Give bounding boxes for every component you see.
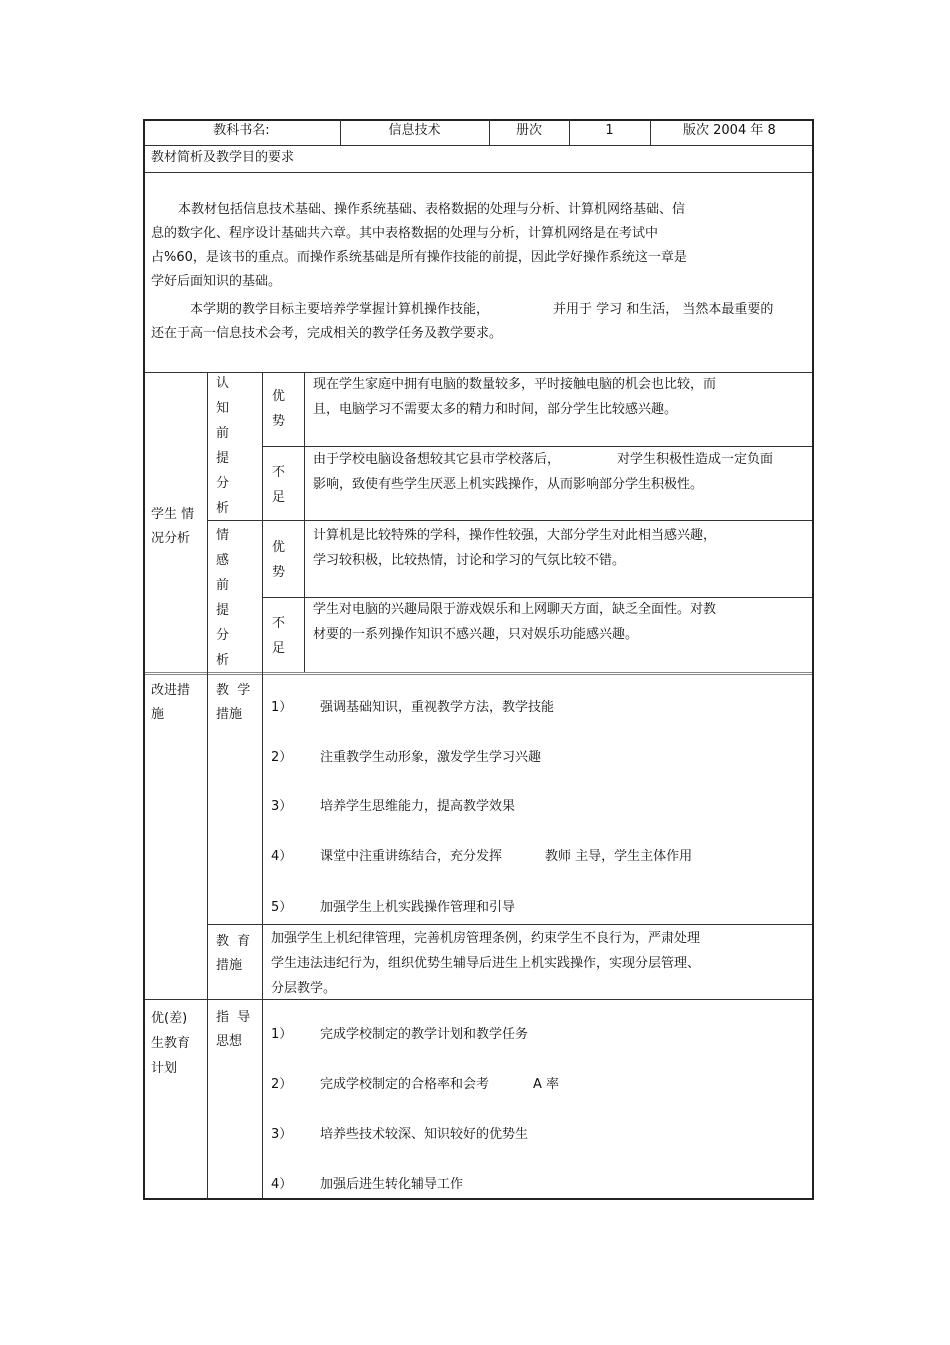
row-divider [207, 924, 814, 925]
student-analysis-label [151, 503, 194, 551]
plan-item-number: 4） [271, 1177, 293, 1192]
cognitive-shortcoming-text: 影响，致使有些学生厌恶上机实践操作，从而影响部分学生积极性。 [313, 477, 704, 492]
improve-label-line: 施 [151, 707, 165, 722]
teaching-item-text: 注重教学生动形象，激发学生学习兴趣 [320, 750, 542, 765]
material-para2-line: 并用于 学习 和生活， 当然本最重要的 [553, 302, 774, 317]
label-char: 足 [272, 490, 286, 505]
education-text: 分层教学。 [271, 981, 337, 996]
row-divider [143, 145, 814, 146]
emotional-shortcoming-text: 材要的一系列操作知识不感兴趣，只对娱乐功能感兴趣。 [313, 627, 639, 642]
teaching-item-text: 课堂中注重讲练结合，充分发挥 [320, 849, 503, 864]
col-divider [262, 672, 263, 1199]
material-para1-line: 息的数字化、程序设计基础共六章。其中表格数据的处理与分析，计算机网络是在考试中 [151, 226, 659, 241]
plan-label [151, 1006, 190, 1081]
teaching-item-number: 2） [271, 750, 293, 765]
plan-label-line: 生教育 [151, 1036, 191, 1051]
cognitive-shortcoming-text: 由于学校电脑设备想较其它县市学校落后， [313, 452, 561, 467]
label-char: 认 [216, 376, 230, 391]
label-char: 前 [216, 578, 230, 593]
label-line: 指 导 [216, 1010, 251, 1025]
teaching-item-number: 1） [271, 700, 293, 715]
improve-label-line: 改进措 [151, 683, 191, 698]
education-text: 学生违法违纪行为，组织优势生辅导后进生上机实践操作，实现分层管理、 [271, 956, 701, 971]
volume-value: 1 [605, 123, 614, 138]
label-char: 不 [272, 616, 286, 631]
col-divider [207, 372, 208, 1199]
plan-item-text: 加强后进生转化辅导工作 [320, 1177, 464, 1192]
material-para1-line: 学好后面知识的基础。 [151, 274, 282, 289]
label-char: 前 [216, 426, 230, 441]
label-line: 教 学 [216, 683, 251, 698]
label-line: 思想 [216, 1034, 243, 1049]
row-divider [207, 520, 814, 521]
teaching-item-text: 培养学生思维能力，提高教学效果 [320, 799, 516, 814]
plan-item-number: 2） [271, 1077, 293, 1092]
cognitive-shortcoming-text: 对学生积极性造成一定负面 [617, 452, 774, 467]
guiding-thought-label [216, 1006, 250, 1054]
table-top-border [143, 119, 814, 121]
edition-text: 版次 2004 年 8 [683, 123, 776, 138]
cognitive-shortcoming-label [272, 460, 285, 510]
plan-item-number: 1） [271, 1027, 293, 1042]
row-divider [262, 446, 814, 447]
label-char: 足 [272, 641, 286, 656]
education-text: 加强学生上机纪律管理，完善机房管理条例，约束学生不良行为，严肃处理 [271, 931, 701, 946]
label-char: 析 [216, 653, 230, 668]
row-divider [262, 597, 814, 598]
emotional-advantage-label [272, 535, 285, 585]
plan-label-line: 计划 [151, 1061, 178, 1076]
teaching-item-text: 教师 主导，学生主体作用 [545, 849, 693, 864]
teaching-item-number: 3） [271, 799, 293, 814]
plan-label-line: 优(差) [151, 1011, 188, 1026]
label-char: 分 [216, 628, 230, 643]
label-char: 不 [272, 465, 286, 480]
label-char: 优 [272, 540, 286, 555]
emotional-advantage-text: 计算机是比较特殊的学科，操作性较强，大部分学生对此相当感兴趣， [313, 528, 717, 543]
row-divider [143, 172, 814, 173]
col-divider [304, 372, 305, 672]
label-line: 措施 [216, 707, 243, 722]
label-char: 势 [272, 565, 286, 580]
label-char: 提 [216, 451, 230, 466]
cognitive-advantage-text: 且，电脑学习不需要太多的精力和时间，部分学生比较感兴趣。 [313, 402, 678, 417]
row-divider [143, 999, 814, 1000]
material-para1-line: 占%60，是该书的重点。而操作系统基础是所有操作技能的前提，因此学好操作系统这一章是 [151, 250, 687, 265]
label-char: 析 [216, 501, 230, 516]
improve-label [151, 679, 190, 727]
label-char: 知 [216, 401, 230, 416]
student-analysis-label-line: 况分析 [151, 531, 191, 546]
label-line: 教 育 [216, 934, 251, 949]
label-char: 感 [216, 553, 230, 568]
teaching-item-text: 强调基础知识，重视教学方法，教学技能 [320, 700, 555, 715]
material-heading: 教材简析及教学目的要求 [151, 150, 295, 165]
table-left-border [143, 119, 145, 1200]
label-char: 优 [272, 389, 286, 404]
cognitive-advantage-text: 现在学生家庭中拥有电脑的数量较多，平时接触电脑的机会也比较，而 [313, 377, 717, 392]
plan-item-text: 培养些技术较深、知识较好的优势生 [320, 1127, 529, 1142]
plan-item-number: 3） [271, 1127, 293, 1142]
plan-item-text: 完成学校制定的教学计划和教学任务 [320, 1027, 529, 1042]
teaching-measures-label [216, 679, 250, 727]
education-measures-label [216, 930, 250, 978]
table-right-border [812, 119, 814, 1200]
row-divider [143, 372, 814, 373]
col-divider [650, 119, 651, 145]
teaching-item-number: 4） [271, 849, 293, 864]
label-char: 势 [272, 414, 286, 429]
teaching-item-number: 5） [271, 900, 293, 915]
teaching-item-text: 加强学生上机实践操作管理和引导 [320, 900, 516, 915]
emotional-shortcoming-label [272, 611, 285, 661]
material-para1-line: 本教材包括信息技术基础、操作系统基础、表格数据的处理与分析、计算机网络基础、信 [178, 202, 686, 217]
label-char: 提 [216, 603, 230, 618]
material-para2-line: 还在于高一信息技术会考，完成相关的教学任务及教学要求。 [151, 326, 503, 341]
book-name-label: 教科书名: [213, 123, 270, 138]
emotional-shortcoming-text: 学生对电脑的兴趣局限于游戏娱乐和上网聊天方面，缺乏全面性。对教 [313, 602, 717, 617]
label-char: 情 [216, 528, 230, 543]
student-analysis-label-line: 学生 情 [151, 507, 195, 522]
table-bottom-border [143, 1198, 814, 1200]
label-line: 措施 [216, 958, 243, 973]
plan-item-text: 完成学校制定的合格率和会考 [320, 1077, 490, 1092]
emotional-premise-label [216, 523, 229, 673]
material-para2-line: 本学期的教学目标主要培养学掌握计算机操作技能， [190, 302, 490, 317]
plan-item-text: A 率 [533, 1077, 560, 1092]
label-char: 分 [216, 476, 230, 491]
row-divider [143, 672, 814, 675]
cognitive-premise-label [216, 371, 229, 521]
col-divider [262, 372, 263, 672]
cognitive-advantage-label [272, 384, 285, 434]
emotional-advantage-text: 学习较积极，比较热情，讨论和学习的气氛比较不错。 [313, 553, 626, 568]
volume-label: 册次 [515, 123, 542, 138]
book-name-value: 信息技术 [388, 123, 441, 138]
